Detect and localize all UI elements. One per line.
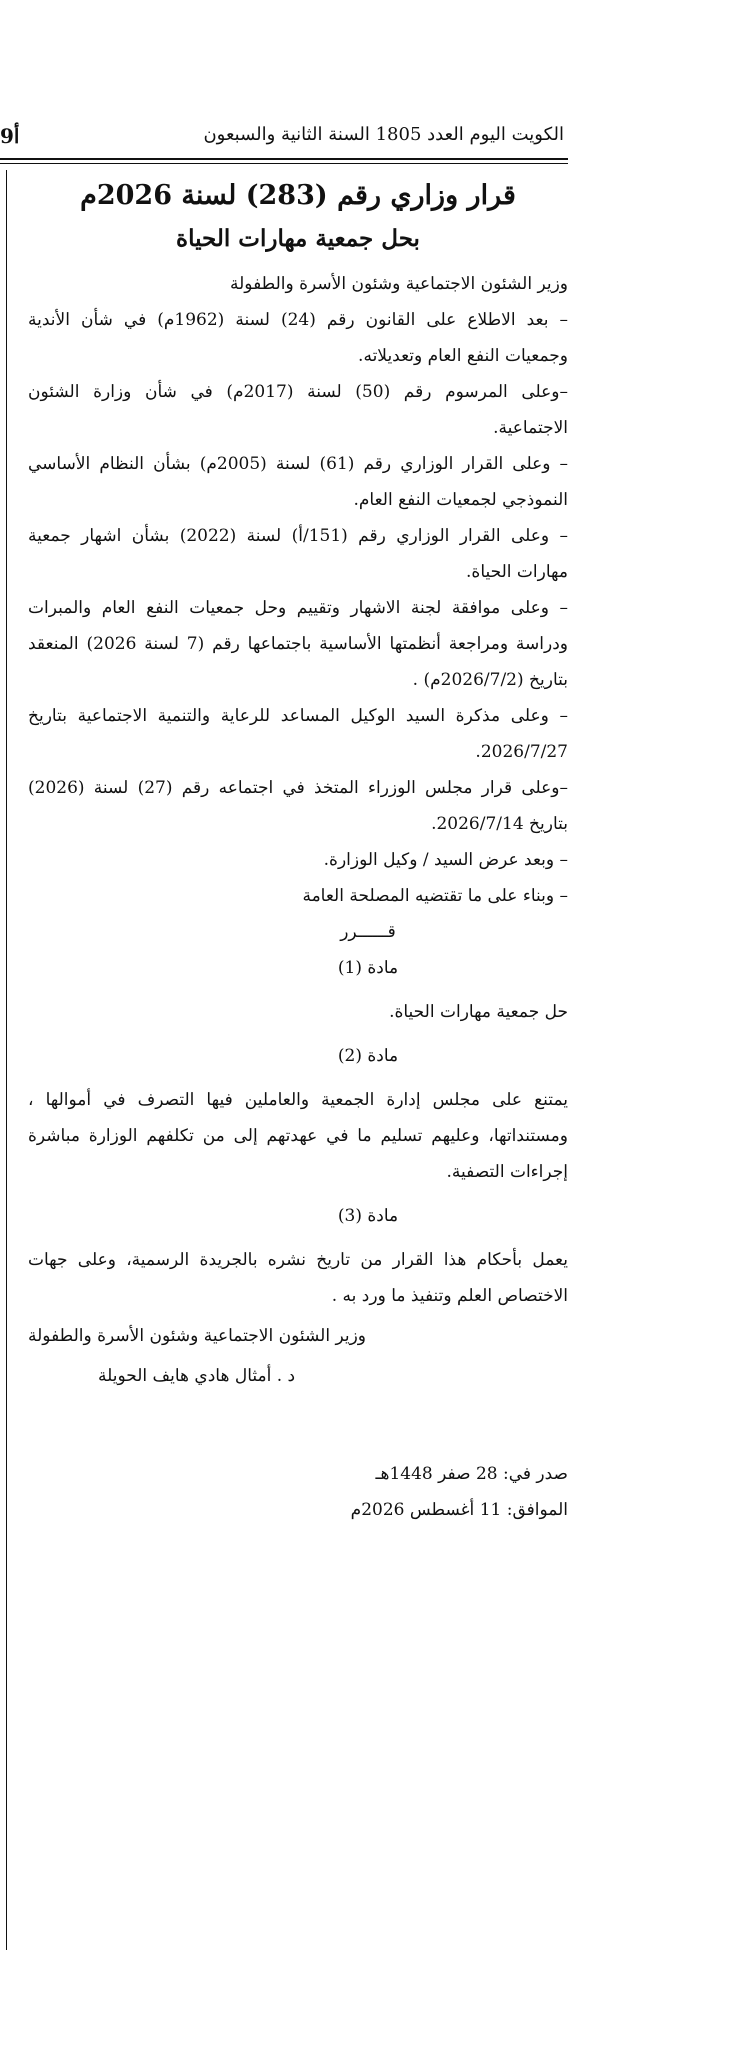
signatory-title: وزير الشئون الاجتماعية وشئون الأسرة والطفولة: [28, 1326, 366, 1346]
preamble: وزير الشئون الاجتماعية وشئون الأسرة والطفولة: [230, 274, 568, 294]
running-head: الكويت اليوم العدد 1805 السنة الثانية والسبعون: [203, 124, 564, 145]
article-heading: مادة (3): [337, 1206, 399, 1226]
article-heading: مادة (2): [337, 1046, 399, 1066]
article-heading: مادة (1): [337, 958, 399, 978]
issued-date-gregorian: الموافق: 11 أغسطس 2026م: [350, 1500, 568, 1520]
clause: – وبناء على ما تقتضيه المصلحة العامة: [302, 886, 568, 906]
clause: – وبعد عرض السيد / وكيل الوزارة.: [323, 850, 568, 870]
signatory-name: د . أمثال هادي هايف الحويلة: [98, 1366, 296, 1386]
issued-date-hijri: صدر في: 28 صفر 1448هـ: [375, 1464, 568, 1484]
header-rule: [0, 158, 568, 160]
article-text: يمتنع على مجلس إدارة الجمعية والعاملين فيها التصرف في أموالها ، ومستنداتها، وعليهم تسليم ما في عهدتهم إلى من تكلفهم الوزارة مباشرة إجراءات التصفية.: [28, 1090, 568, 1182]
column-divider: [6, 170, 7, 1950]
clause: –وعلى المرسوم رقم (50) لسنة (2017م) في شأن وزارة الشئون الاجتماعية.: [28, 382, 569, 438]
decree-title: قرار وزاري رقم (283) لسنة 2026م: [80, 180, 516, 211]
clause: – وعلى القرار الوزاري رقم (61) لسنة (2005م) بشأن النظام الأساسي النموذجي لجمعيات النفع العام.: [28, 454, 569, 510]
header-rule-thin: [0, 163, 568, 164]
article-text: حل جمعية مهارات الحياة.: [389, 1002, 568, 1022]
decided-heading: قــــــرر: [340, 922, 396, 942]
decree-body: [28, 180, 568, 1528]
clause: –وعلى قرار مجلس الوزراء المتخذ في اجتماعه رقم (27) لسنة (2026) بتاريخ 2026/7/14.: [28, 778, 568, 834]
clause: – وعلى مذكرة السيد الوكيل المساعد للرعاية والتنمية الاجتماعية بتاريخ 2026/7/27.: [28, 706, 568, 762]
article-text: يعمل بأحكام هذا القرار من تاريخ نشره بالجريدة الرسمية، وعلى جهات الاختصاص العلم وتنفيذ ما ورد به .: [28, 1250, 568, 1306]
clause: – وعلى القرار الوزاري رقم (151/أ) لسنة (2022) بشأن اشهار جمعية مهارات الحياة.: [28, 526, 568, 582]
decree-subtitle: بحل جمعية مهارات الحياة: [176, 225, 420, 252]
clause: – وعلى موافقة لجنة الاشهار وتقييم وحل جمعيات النفع العام والمبرات ودراسة ومراجعة أنظمتها الأساسية باجتماعها رقم (7 لسنة 2026) المنعقد بتاريخ (2026/7/2م) .: [28, 598, 568, 690]
page-number: 9أ: [0, 124, 20, 148]
clause: – بعد الاطلاع على القانون رقم (24) لسنة (1962م) في شأن الأندية وجمعيات النفع العام وتعديلاته.: [28, 310, 568, 366]
